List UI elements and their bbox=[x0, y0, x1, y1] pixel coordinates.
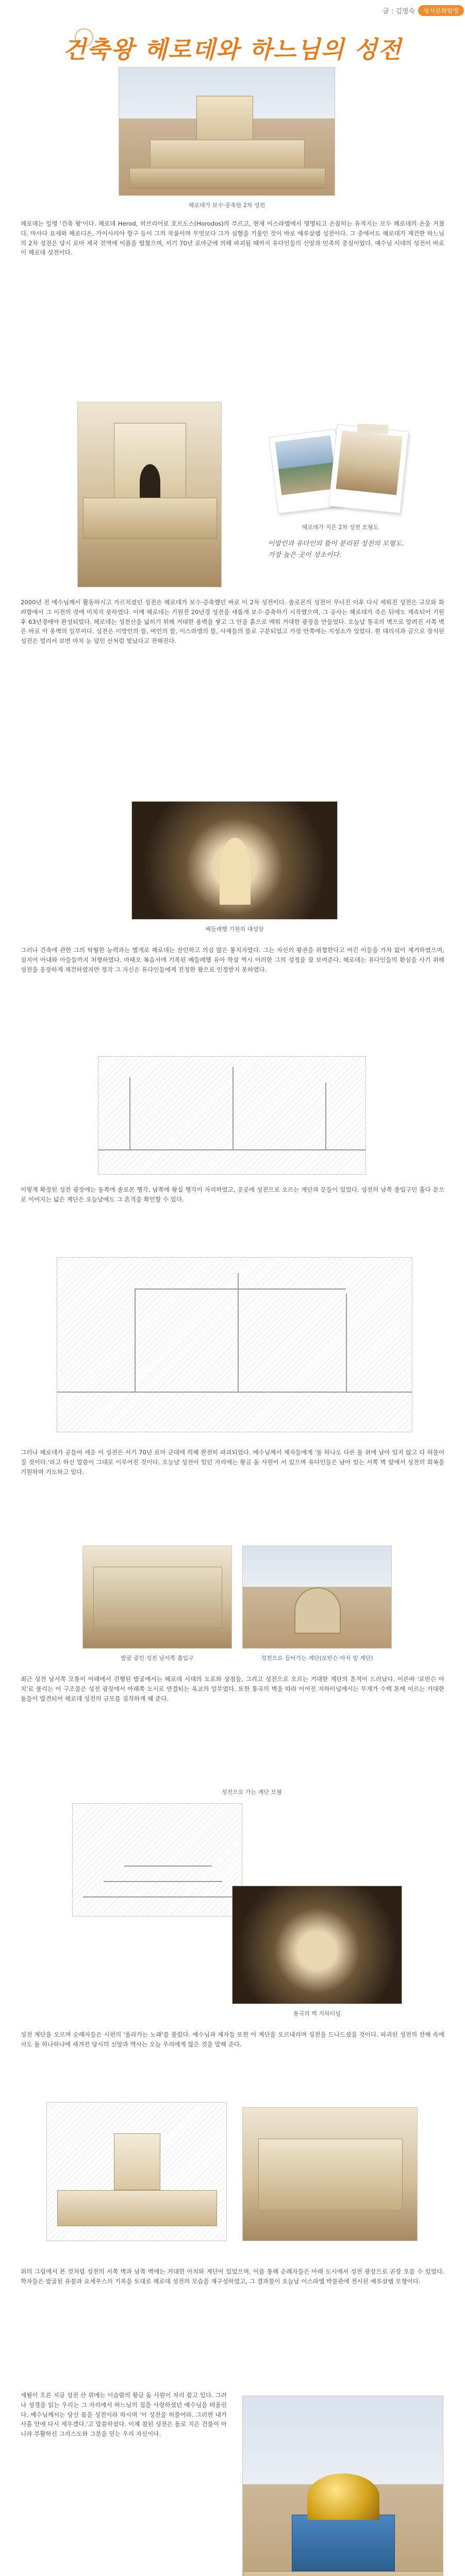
article-title: 건축왕 헤로데와 하느님의 성전 bbox=[63, 36, 402, 63]
paragraph-8: 위의 그림에서 본 것처럼 성전의 서쪽 벽과 남쪽 벽에는 거대한 아치와 계단이 있었으며, 이를 통해 순례자들은 아래 도시에서 성전 광장으로 곧장 오를 수 있었다. 학자들은 발굴된 유물과 요세푸스의 기록을 토대로 헤로데 성전의 모습을 재구성하였고, 그 결과물이 오늘날 이스라엘 박물관에 전시된 예루살렘 모형이다. bbox=[21, 2268, 444, 2285]
image-western-wall-tunnel bbox=[232, 1886, 402, 2004]
image-robinson-arch-stairs bbox=[242, 1546, 392, 1649]
paragraph-2: 2000년 전 예수님께서 활동하시고 가르치셨던 성전은 헤로데가 보수·증축했던 바로 이 2차 성전이다. 솔로몬의 성전이 무너진 이후 다시 세워진 성전은 규모와 화려함에서 그 이전의 것에 미치지 못하였다. 이에 헤로데는 기원전 20년경 성전을 새롭게 보수·증축하기 시작했으며, 그 공사는 헤로데가 죽은 뒤에도 계속되어 기원후 63년경에야 완성되었다. 헤로데는 성전산을 넓히기 위해 거대한 옹벽을 쌓고 그 안을 흙으로 메워 거대한 광장을 만들었다. 오늘날 통곡의 벽으로 알려진 서쪽 벽은 바로 이 옹벽의 일부이다. 성전은 이방인의 뜰, 여인의 뜰, 이스라엘의 뜰, 사제들의 뜰로 구분되었고 가장 안쪽에는 지성소가 있었다. 흰 대리석과 금으로 장식된 성전은 멀리서 보면 마치 눈 덮인 산처럼 빛났다고 전해진다. bbox=[21, 599, 444, 645]
paragraph-6: 최근 성전 남서쪽 모퉁이 아래에서 진행된 발굴에서는 헤로데 시대의 도로와 상점들, 그리고 성전으로 오르는 거대한 계단의 흔적이 드러났다. 이른바 '로빈슨 아치'로 불리는 이 구조물은 성전 광장에서 아래쪽 도시로 연결되는 육교의 일부였다. 또한 통곡의 벽을 따라 이어진 지하터널에서는 무게가 수백 톤에 이르는 거대한 돌들이 발견되어 헤로데 성전의 규모를 짐작하게 해 준다. bbox=[21, 1675, 444, 1702]
image-excavation-southwest bbox=[82, 1546, 232, 1649]
tunnel-caption: 통곡의 벽 지하터널 bbox=[293, 2010, 341, 2017]
excavation-right-caption: 성전으로 들어가는 계단(로빈슨 아치 밑 계단) bbox=[261, 1655, 373, 1662]
excavation-left-caption: 발굴 중인 성전 남서쪽 출입구 bbox=[121, 1655, 194, 1662]
paragraph-7: 성전 계단을 오르며 순례자들은 시편의 '올라가는 노래'를 불렀다. 예수님과 제자들 또한 이 계단을 오르내리며 성전을 드나드셨을 것이다. 파괴된 성전의 잔해 속에서도 돌 하나하나에 새겨진 당시의 신앙과 역사는 오늘 우리에게 많은 것을 말해 준다. bbox=[21, 2031, 444, 2048]
handwritten-note: 이방인과 유다인의 뜰이 분리된 성전의 모형도. 가장 높은 곳이 성소이다. bbox=[268, 540, 404, 560]
illustration-temple-mount-reconstruction bbox=[46, 2102, 227, 2241]
paragraph-1: 헤로데는 일명 '건축 왕'이다. 헤로데 Herod, 히브리어로 호르도스(Horodos)의 부르고, 현재 이스라엘에서 명명되고 손꼽히는 유적지는 모두 헤로데의 손을 거쳤다. 마사다 요새와 헤로디온, 가이사리아 항구 등이 그의 작품이며 무엇보다 그가 심혈을 기울인 것이 바로 예루살렘 성전이다. 그 중에서도 헤로데가 재건한 하느님의 2차 성전은 당시 로마 제국 전역에 이름을 떨쳤으며, 서기 70년 로마군에 의해 파괴될 때까지 유다인들의 신앙과 민족의 중심이었다. 예수님 시대의 성전이 바로 이 헤로데 성전이다. bbox=[21, 220, 444, 257]
image-church-interior bbox=[131, 801, 338, 920]
illustration-temple-street-sketch bbox=[98, 1056, 366, 1175]
paragraph-9: 세월이 흐른 지금 성전 산 위에는 이슬람의 황금 돔 사원이 자리 잡고 있다. 그러나 성경을 읽는 우리는 그 자리에서 하느님의 집을 사랑하셨던 예수님을 떠올린다. 예수님께서는 당신 몸을 성전이라 하시며 '이 성전을 허물어라. 그러면 내가 사흘 안에 다시 세우겠다.'고 말씀하셨다. 이제 참된 성전은 돌로 지은 건물이 아니라 부활하신 그리스도와 그분을 믿는 우리 자신이다. bbox=[21, 2392, 227, 2438]
paragraph-4: 이렇게 확장된 성전 광장에는 동쪽에 솔로몬 행각, 남쪽에 왕실 행각이 자리하였고, 곳곳에 성전으로 오르는 계단과 문들이 있었다. 성전의 남쪽 출입구인 훌다 문으로 이어지는 넓은 계단은 오늘날에도 그 흔적을 확인할 수 있다. bbox=[21, 1186, 444, 1203]
stairs-caption: 성전으로 가는 계단 모형 bbox=[222, 1789, 282, 1795]
illustration-royal-stoa bbox=[242, 2107, 418, 2241]
author-name: 글 : 김명숙 bbox=[383, 8, 415, 15]
illustration-temple-courts-sketch bbox=[57, 1257, 412, 1432]
hero-caption: 헤로데가 보수·증축한 2차 성전 bbox=[188, 202, 265, 209]
paragraph-5: 그러나 헤로데가 공들여 세운 이 성전은 서기 70년 로마 군대에 의해 완전히 파괴되었다. 예수님께서 제자들에게 '돌 하나도 다른 돌 위에 남아 있지 않고 다 허물어질 것이다.'라고 하신 말씀이 그대로 이루어진 것이다. 오늘날 성전이 있던 자리에는 황금 돔 사원이 서 있으며 유다인들은 남아 있는 서쪽 벽 앞에서 성전의 회복을 기원하며 기도하고 있다. bbox=[21, 1449, 444, 1476]
polaroid-photo-right bbox=[328, 424, 409, 514]
polaroid-caption: 헤로데가 지은 2차 성전 모형도 bbox=[302, 524, 379, 531]
category-badge[interactable]: 성서문화탐방 bbox=[418, 5, 464, 16]
byline bbox=[383, 5, 464, 16]
image-temple-facade bbox=[77, 402, 222, 587]
paragraph-3: 그러나 건축에 관한 그의 탁월한 능력과는 별개로 헤로데는 잔인하고 의심 많은 통치자였다. 그는 자신의 왕권을 위협한다고 여긴 이들을 가차 없이 제거하였으며, 심지어 아내와 아들들까지 처형하였다. 마태오 복음서에 기록된 베들레헴 유아 학살 역시 이러한 그의 성정을 잘 보여준다. 헤로데는 유다인들의 환심을 사기 위해 성전을 웅장하게 재건하였지만 정작 그 자신은 유다인들에게 진정한 왕으로 인정받지 못하였다. bbox=[21, 946, 444, 973]
hero-image-temple-model bbox=[119, 67, 335, 196]
interior-caption: 베들레헴 기원의 대성당 bbox=[205, 926, 264, 933]
illustration-stairs-model bbox=[72, 1803, 242, 1917]
image-dome-of-the-rock bbox=[242, 2396, 443, 2576]
